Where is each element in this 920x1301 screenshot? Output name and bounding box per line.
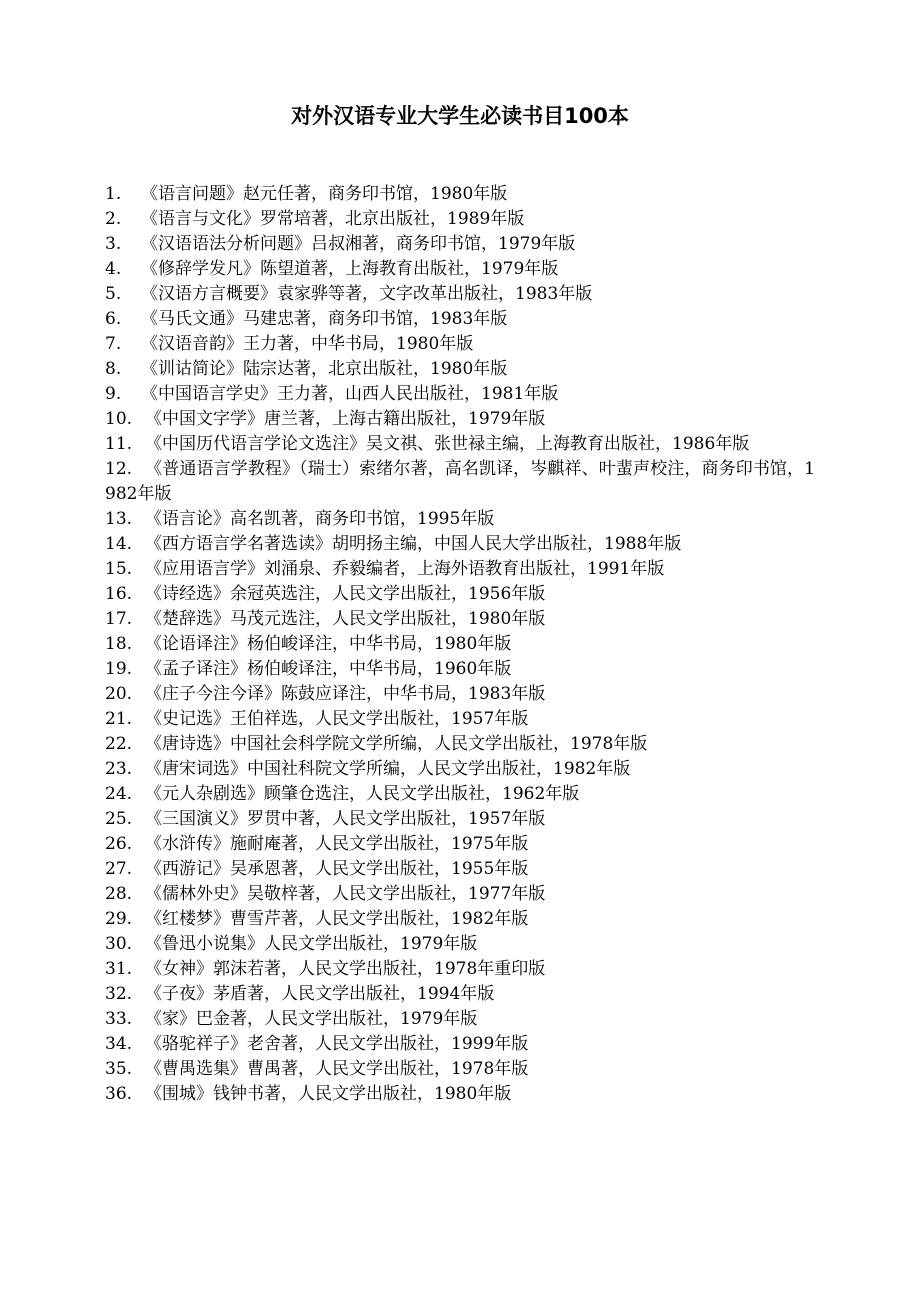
book-item-text: 《汉语语法分析问题》吕叔湘著，商务印书馆，1979年版 bbox=[141, 234, 576, 254]
book-item-text: 《训诂简论》陆宗达著，北京出版社，1980年版 bbox=[141, 359, 508, 379]
book-item-text: 《修辞学发凡》陈望道著，上海教育出版社，1979年版 bbox=[141, 259, 559, 279]
book-item-text: 《中国语言学史》王力著，山西人民出版社，1981年版 bbox=[141, 384, 559, 404]
book-item-number: 6. bbox=[105, 309, 122, 329]
book-item-text: 《骆驼祥子》老舍著，人民文学出版社，1999年版 bbox=[145, 1034, 529, 1054]
book-item-number: 5. bbox=[105, 284, 122, 304]
book-item-number: 34. bbox=[105, 1034, 133, 1054]
book-list-item bbox=[105, 257, 815, 282]
book-item-text: 《论语译注》杨伯峻译注，中华书局，1980年版 bbox=[145, 634, 512, 654]
book-item-text: 《家》巴金著，人民文学出版社，1979年版 bbox=[145, 1009, 478, 1029]
book-item-text: 《语言论》高名凯著，商务印书馆，1995年版 bbox=[145, 509, 495, 529]
book-item-number: 8. bbox=[105, 359, 122, 379]
book-item-text: 《孟子译注》杨伯峻译注，中华书局，1960年版 bbox=[145, 659, 512, 679]
book-item-number: 35. bbox=[105, 1059, 133, 1079]
book-item-number: 29. bbox=[105, 909, 133, 929]
book-item-number: 18. bbox=[105, 634, 133, 654]
book-list-item bbox=[105, 632, 815, 657]
book-item-number: 33. bbox=[105, 1009, 133, 1029]
book-list-item bbox=[105, 582, 815, 607]
book-item-text: 《诗经选》余冠英选注，人民文学出版社，1956年版 bbox=[145, 584, 546, 604]
book-item-text: 《三国演义》罗贯中著，人民文学出版社，1957年版 bbox=[145, 809, 546, 829]
book-item-number: 20. bbox=[105, 684, 133, 704]
book-item-number: 3. bbox=[105, 234, 122, 254]
book-item-number: 31. bbox=[105, 959, 133, 979]
book-item-text: 《西方语言学名著选读》胡明扬主编，中国人民大学出版社，1988年版 bbox=[145, 534, 682, 554]
book-item-text: 《中国文字学》唐兰著，上海古籍出版社，1979年版 bbox=[145, 409, 546, 429]
book-item-text: 《围城》钱钟书著，人民文学出版社，1980年版 bbox=[145, 1084, 512, 1104]
book-item-text: 《唐诗选》中国社会科学院文学所编，人民文学出版社，1978年版 bbox=[145, 734, 648, 754]
book-item-number: 26. bbox=[105, 834, 133, 854]
book-item-number: 14. bbox=[105, 534, 133, 554]
book-list-item bbox=[105, 557, 815, 582]
book-item-text: 《马氏文通》马建忠著，商务印书馆，1983年版 bbox=[141, 309, 508, 329]
book-item-text: 《唐宋词选》中国社科院文学所编，人民文学出版社，1982年版 bbox=[145, 759, 631, 779]
book-item-text: 《西游记》吴承恩著，人民文学出版社，1955年版 bbox=[145, 859, 529, 879]
book-item-number: 12. bbox=[105, 459, 133, 479]
book-item-number: 1. bbox=[105, 184, 122, 204]
book-item-number: 21. bbox=[105, 709, 133, 729]
book-list-item bbox=[105, 732, 815, 757]
book-list-item bbox=[105, 407, 815, 432]
book-item-text: 《汉语音韵》王力著，中华书局，1980年版 bbox=[141, 334, 474, 354]
book-item-text: 《语言与文化》罗常培著，北京出版社，1989年版 bbox=[141, 209, 525, 229]
book-item-number: 32. bbox=[105, 984, 133, 1004]
book-item-text: 《史记选》王伯祥选，人民文学出版社，1957年版 bbox=[145, 709, 529, 729]
book-list-item bbox=[105, 332, 815, 357]
book-item-number: 25. bbox=[105, 809, 133, 829]
book-list-item bbox=[105, 682, 815, 707]
book-list-item bbox=[105, 832, 815, 857]
book-item-number: 23. bbox=[105, 759, 133, 779]
book-list-item bbox=[105, 707, 815, 732]
book-list-item bbox=[105, 532, 815, 557]
book-item-text: 《曹禺选集》曹禺著，人民文学出版社，1978年版 bbox=[145, 1059, 529, 1079]
book-item-number: 19. bbox=[105, 659, 133, 679]
book-list-item bbox=[105, 607, 815, 632]
book-list-item bbox=[105, 207, 815, 232]
book-list-item bbox=[105, 1032, 815, 1057]
book-item-text: 《中国历代语言学论文选注》吴文祺、张世禄主编，上海教育出版社，1986年版 bbox=[145, 434, 750, 454]
book-list-item bbox=[105, 807, 815, 832]
book-list-item bbox=[105, 307, 815, 332]
book-list-item bbox=[105, 982, 815, 1007]
book-item-text: 《女神》郭沫若著，人民文学出版社，1978年重印版 bbox=[145, 959, 546, 979]
book-item-number: 30. bbox=[105, 934, 133, 954]
book-item-number: 36. bbox=[105, 1084, 133, 1104]
book-list-item bbox=[105, 882, 815, 907]
book-list-item bbox=[105, 432, 815, 457]
book-list-item bbox=[105, 957, 815, 982]
book-list-item bbox=[105, 932, 815, 957]
book-item-text: 《子夜》茅盾著，人民文学出版社，1994年版 bbox=[145, 984, 495, 1004]
book-list-item bbox=[105, 757, 815, 782]
book-item-number: 27. bbox=[105, 859, 133, 879]
book-list bbox=[105, 182, 815, 1107]
book-list-item bbox=[105, 1082, 815, 1107]
book-item-text: 《元人杂剧选》顾肇仓选注，人民文学出版社，1962年版 bbox=[145, 784, 580, 804]
book-item-text: 《鲁迅小说集》人民文学出版社，1979年版 bbox=[145, 934, 478, 954]
book-list-item bbox=[105, 357, 815, 382]
book-item-number: 13. bbox=[105, 509, 133, 529]
book-item-number: 11. bbox=[105, 434, 133, 454]
book-list-item bbox=[105, 782, 815, 807]
document-title: 对外汉语专业大学生必读书目100本 bbox=[291, 104, 629, 128]
book-item-text: 《水浒传》施耐庵著，人民文学出版社，1975年版 bbox=[145, 834, 529, 854]
book-item-text: 《儒林外史》吴敬梓著，人民文学出版社，1977年版 bbox=[145, 884, 546, 904]
book-item-number: 2. bbox=[105, 209, 122, 229]
book-item-text: 《普通语言学教程》（瑞士）索绪尔著，高名凯译，岑麒祥、叶蜚声校注，商务印书馆，1982年版 bbox=[105, 459, 815, 504]
book-list-item bbox=[105, 232, 815, 257]
book-item-number: 17. bbox=[105, 609, 133, 629]
book-item-number: 16. bbox=[105, 584, 133, 604]
book-item-text: 《应用语言学》刘涌泉、乔毅编者，上海外语教育出版社，1991年版 bbox=[145, 559, 665, 579]
book-item-number: 10. bbox=[105, 409, 133, 429]
book-list-item bbox=[105, 382, 815, 407]
book-list-item bbox=[105, 282, 815, 307]
book-item-number: 24. bbox=[105, 784, 133, 804]
book-item-text: 《庄子今注今译》陈鼓应译注，中华书局，1983年版 bbox=[145, 684, 546, 704]
book-list-item bbox=[105, 907, 815, 932]
book-list-item bbox=[105, 507, 815, 532]
book-item-number: 22. bbox=[105, 734, 133, 754]
book-item-number: 4. bbox=[105, 259, 122, 279]
book-item-text: 《红楼梦》曹雪芹著，人民文学出版社，1982年版 bbox=[145, 909, 529, 929]
book-item-text: 《楚辞选》马茂元选注，人民文学出版社，1980年版 bbox=[145, 609, 546, 629]
book-item-text: 《语言问题》赵元任著，商务印书馆，1980年版 bbox=[141, 184, 508, 204]
book-item-number: 15. bbox=[105, 559, 133, 579]
book-list-item bbox=[105, 857, 815, 882]
book-item-number: 9. bbox=[105, 384, 122, 404]
book-list-item bbox=[105, 457, 815, 507]
book-list-item bbox=[105, 657, 815, 682]
book-item-text: 《汉语方言概要》袁家骅等著，文字改革出版社，1983年版 bbox=[141, 284, 593, 304]
book-item-number: 7. bbox=[105, 334, 122, 354]
book-list-item bbox=[105, 182, 815, 207]
book-list-item bbox=[105, 1007, 815, 1032]
book-list-item bbox=[105, 1057, 815, 1082]
book-item-number: 28. bbox=[105, 884, 133, 904]
